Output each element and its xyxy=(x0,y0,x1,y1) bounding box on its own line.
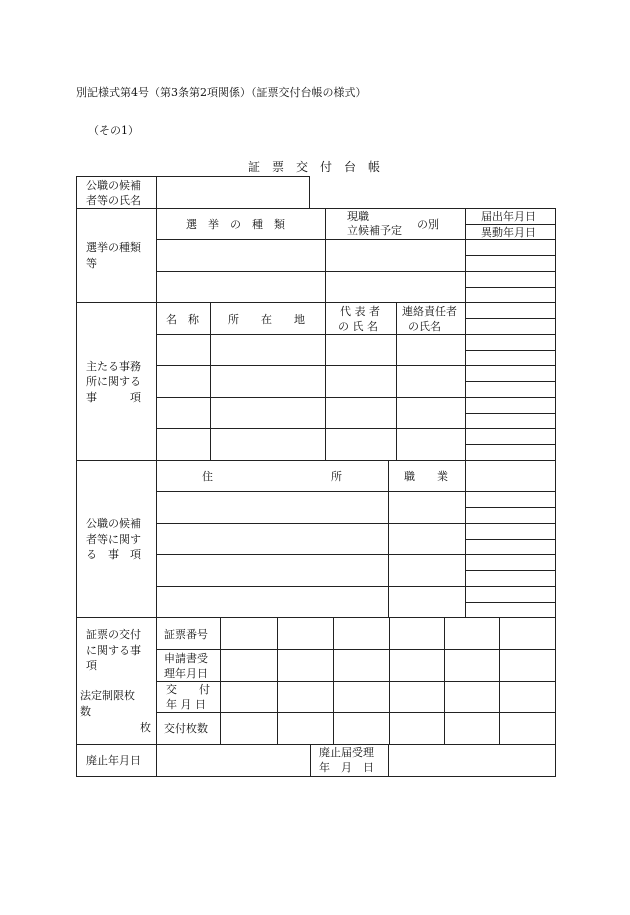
issuance-row-issue: 交 付 xyxy=(166,683,210,696)
office-representative-header-2: の 氏 名 xyxy=(338,320,378,333)
legal-limit-label: 法定制限枚 xyxy=(80,689,135,702)
form-part: （その1） xyxy=(88,124,139,137)
issuance-section-label: 証票の交付 xyxy=(86,628,141,641)
office-representative-header: 代 表 者 xyxy=(340,305,380,318)
candidate-name-label: 公職の候補 xyxy=(86,179,141,192)
election-date-header-2: 異動年月日 xyxy=(481,226,536,239)
abolition-receipt-label-2: 年 月 日 xyxy=(319,761,374,774)
candidate-name-label-2: 者等の氏名 xyxy=(86,194,141,207)
election-section-label-2: 等 xyxy=(86,257,97,270)
election-date-header: 届出年月日 xyxy=(481,210,536,223)
issuance-row-issue-2: 年 月 日 xyxy=(166,698,206,711)
office-contact-header: 連絡責任者 xyxy=(402,305,457,318)
abolition-receipt-label: 廃止届受理 xyxy=(319,746,374,759)
election-status-header: 現職 xyxy=(347,210,369,223)
candidate-address-header-b: 所 xyxy=(331,470,342,483)
form-title: 証 票 交 付 台 帳 xyxy=(248,160,381,174)
office-address-header: 所 在 地 xyxy=(228,313,305,326)
office-name-header: 名 称 xyxy=(166,313,199,326)
office-section-label-2: 所に関する xyxy=(86,375,141,388)
candidate-section-label-2: 者等に関す xyxy=(86,533,141,546)
candidate-job-header: 職 業 xyxy=(404,470,448,483)
election-status-header-2: 立候補予定 xyxy=(347,224,402,237)
election-type-header: 選 挙 の 種 類 xyxy=(186,218,285,231)
issuance-row-count: 交付枚数 xyxy=(164,722,208,735)
issuance-row-request-2: 理年月日 xyxy=(164,667,208,680)
election-status-suffix: の別 xyxy=(417,218,439,231)
abolition-date-label: 廃止年月日 xyxy=(86,754,141,767)
issuance-row-number: 証票番号 xyxy=(164,628,208,641)
legal-limit-unit: 枚 xyxy=(140,721,151,734)
candidate-section-label-3: る 事 項 xyxy=(86,548,141,561)
form-ref: 別記様式第4号（第3条第2項関係）（証票交付台帳の様式） xyxy=(76,86,367,99)
office-section-label: 主たる事務 xyxy=(86,360,141,373)
candidate-section-label: 公職の候補 xyxy=(86,517,141,530)
issuance-row-request: 申請書受 xyxy=(164,652,208,665)
office-contact-header-2: の氏名 xyxy=(408,320,441,333)
legal-limit-label-2: 数 xyxy=(80,705,91,718)
issuance-section-label-3: 項 xyxy=(86,659,97,672)
issuance-section-label-2: に関する事 xyxy=(86,644,141,657)
candidate-address-header-a: 住 xyxy=(202,470,213,483)
election-section-label: 選挙の種類 xyxy=(86,241,141,254)
office-section-label-3: 事 項 xyxy=(86,391,141,404)
